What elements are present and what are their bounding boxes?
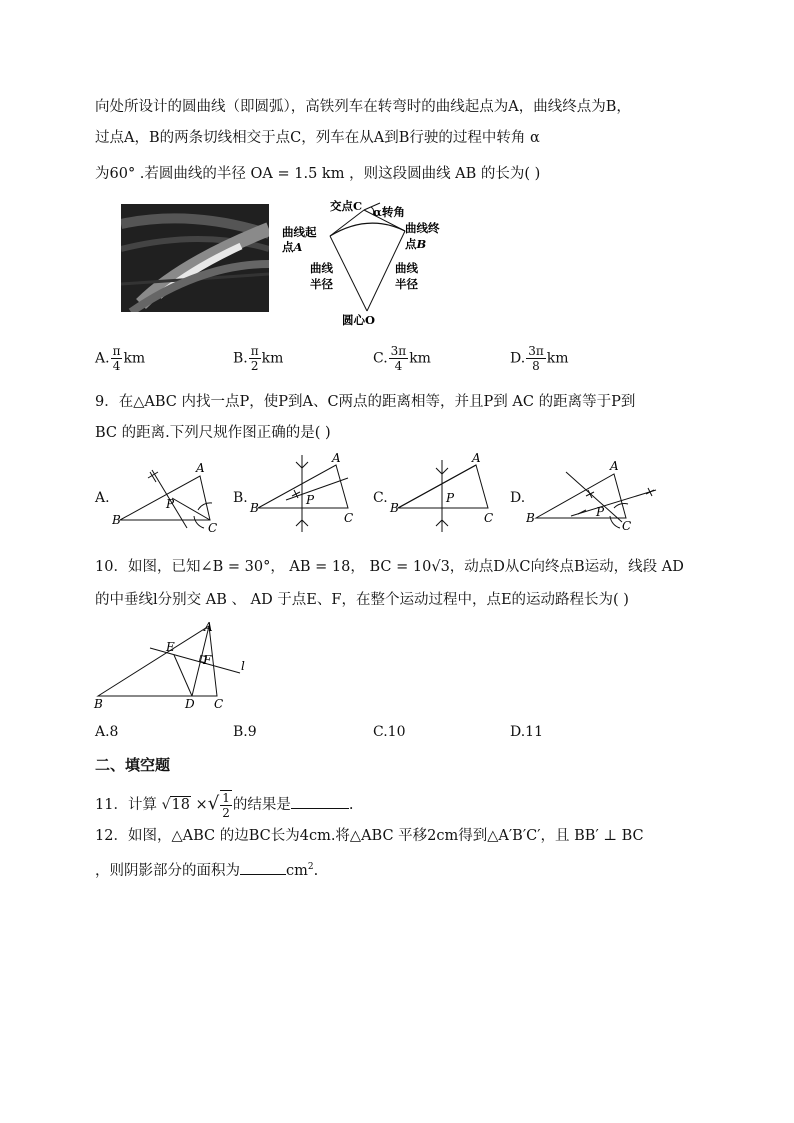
q12-end: . [313,862,319,879]
curve-diagram [280,198,455,328]
q12-text-line-1: 12．如图，△ABC 的边BC长为4cm.将△ABC 平移2cm得到△A′B′C′，且 BB′ ⊥ BC [95,828,644,844]
svg-text:C: C [484,511,494,525]
q10-option-a[interactable]: A.8 [95,724,119,740]
svg-text:C: C [208,521,218,535]
label-D: D [185,697,195,711]
svg-text:P: P [306,493,315,507]
svg-text:A: A [196,461,205,475]
svg-text:P: P [446,491,455,505]
q8-option-a[interactable] [95,344,145,373]
option-letter: C. [373,350,388,367]
q9-option-c-letter[interactable]: C. [373,490,388,506]
q9-text-line-1: 9．在△ABC 内找一点P，使P到A、C两点的距离相等，并且P到 AC 的距离等于P到 [95,394,636,410]
q10-option-b[interactable]: B.9 [233,724,257,740]
q9-option-a-letter[interactable]: A. [95,490,110,506]
train-photo [121,204,269,312]
label-E: E [166,640,175,654]
q9-figure-c [388,450,503,535]
q8-text-line-3: 为60° .若圆曲线的半径 OA = 1.5 km ，则这段圆曲线 AB 的长为( ) [95,166,541,182]
frac-den: 4 [112,359,121,373]
q8-option-d[interactable] [510,344,568,373]
label-B: B [94,697,103,711]
frac-den: 4 [394,359,403,373]
label-F: F [203,653,212,667]
svg-text:B: B [112,513,121,527]
q9-figure-a [112,458,227,536]
unit: km [546,350,569,367]
q10-text-line-1: 10．如图，已知∠B = 30°， AB = 18， BC = 10√3，动点D从C向终点B运动，线段 AD [95,559,684,575]
svg-text:B: B [390,501,399,515]
option-letter: D. [510,350,526,367]
svg-text:P: P [166,497,175,511]
q8-option-b[interactable] [233,344,283,373]
frac-num: 3π [390,344,407,358]
q10-option-d[interactable]: D.11 [510,724,543,740]
q9-option-d-letter[interactable]: D. [510,490,526,506]
label-intersection: 交点C [330,199,363,213]
label-radius-left: 曲线 [310,261,333,275]
frac-num: π [112,344,121,358]
frac-num: π [250,344,259,358]
label-radius-right: 曲线 [395,261,418,275]
q12-unit-sup: 2 [307,862,314,872]
option-letter: A. [95,350,110,367]
frac-num: 3π [528,344,544,358]
svg-text:P: P [596,505,605,519]
q9-figure-b [248,450,363,535]
label-A: A [204,620,213,634]
q8-text-line-1: 向处所设计的圆曲线（即圆弧），高铁列车在转弯时的曲线起点为A，曲线终点为B， [95,99,631,115]
q10-text-line-2: 的中垂线l分别交 AB 、 AD 于点E、F，在整个运动过程中，点E的运动路程长为( ) [95,592,629,608]
q10-figure [92,618,257,713]
unit: km [123,350,146,367]
q12-prefix: ，则阴影部分的面积为 [95,862,240,879]
q8-text-line-2: 过点A，B的两条切线相交于点C，列车在从A到B行驶的过程中转角 α [95,130,540,146]
option-letter: B. [233,350,248,367]
label-radius-right-2: 半径 [395,277,418,291]
label-l: l [241,659,245,673]
label-center: 圆心O [342,313,376,327]
svg-text:A: A [332,451,341,465]
q9-option-b-letter[interactable]: B. [233,490,248,506]
label-curve-end-2: 点B [405,237,427,251]
section-heading: 二、填空题 [95,756,171,774]
label-curve-start: 曲线起 [282,225,317,239]
svg-text:A: A [472,451,481,465]
svg-text:C: C [622,519,632,533]
answer-blank[interactable] [240,874,286,875]
answer-blank[interactable] [291,808,349,809]
frac-den: 2 [250,359,259,373]
label-C: C [214,697,224,711]
q9-figure-d [526,458,666,536]
label-curve-end: 曲线终 [405,221,440,235]
q11-prefix: 11．计算 [95,797,157,813]
q11-suffix: 的结果是 [232,797,291,813]
unit: km [261,350,284,367]
unit: km [409,350,431,367]
label-curve-start-2: 点A [282,240,303,254]
q9-text-line-2: BC 的距离.下列尺规作图正确的是( ) [95,425,331,441]
svg-text:C: C [344,511,354,525]
frac-num: 1 [222,791,230,805]
frac-den: 8 [532,359,540,373]
q10-option-c[interactable]: C.10 [373,724,406,740]
q8-option-c[interactable] [373,344,431,373]
frac-den: 2 [222,806,230,820]
q12-unit: cm [286,862,308,879]
svg-text:A: A [610,459,619,473]
q11-times: × [195,797,208,813]
label-radius-left-2: 半径 [310,277,333,291]
q11-radicand: 18 [171,797,190,813]
label-turn-angle: α转角 [373,205,405,219]
svg-text:B: B [526,511,535,525]
q11-end: . [348,797,354,813]
svg-text:B: B [250,501,259,515]
q12-text-line-2 [95,857,318,881]
q11-line: 11．计算 √18 ×√ $\frac{1}{2}$ 的结果是 . [95,791,354,820]
